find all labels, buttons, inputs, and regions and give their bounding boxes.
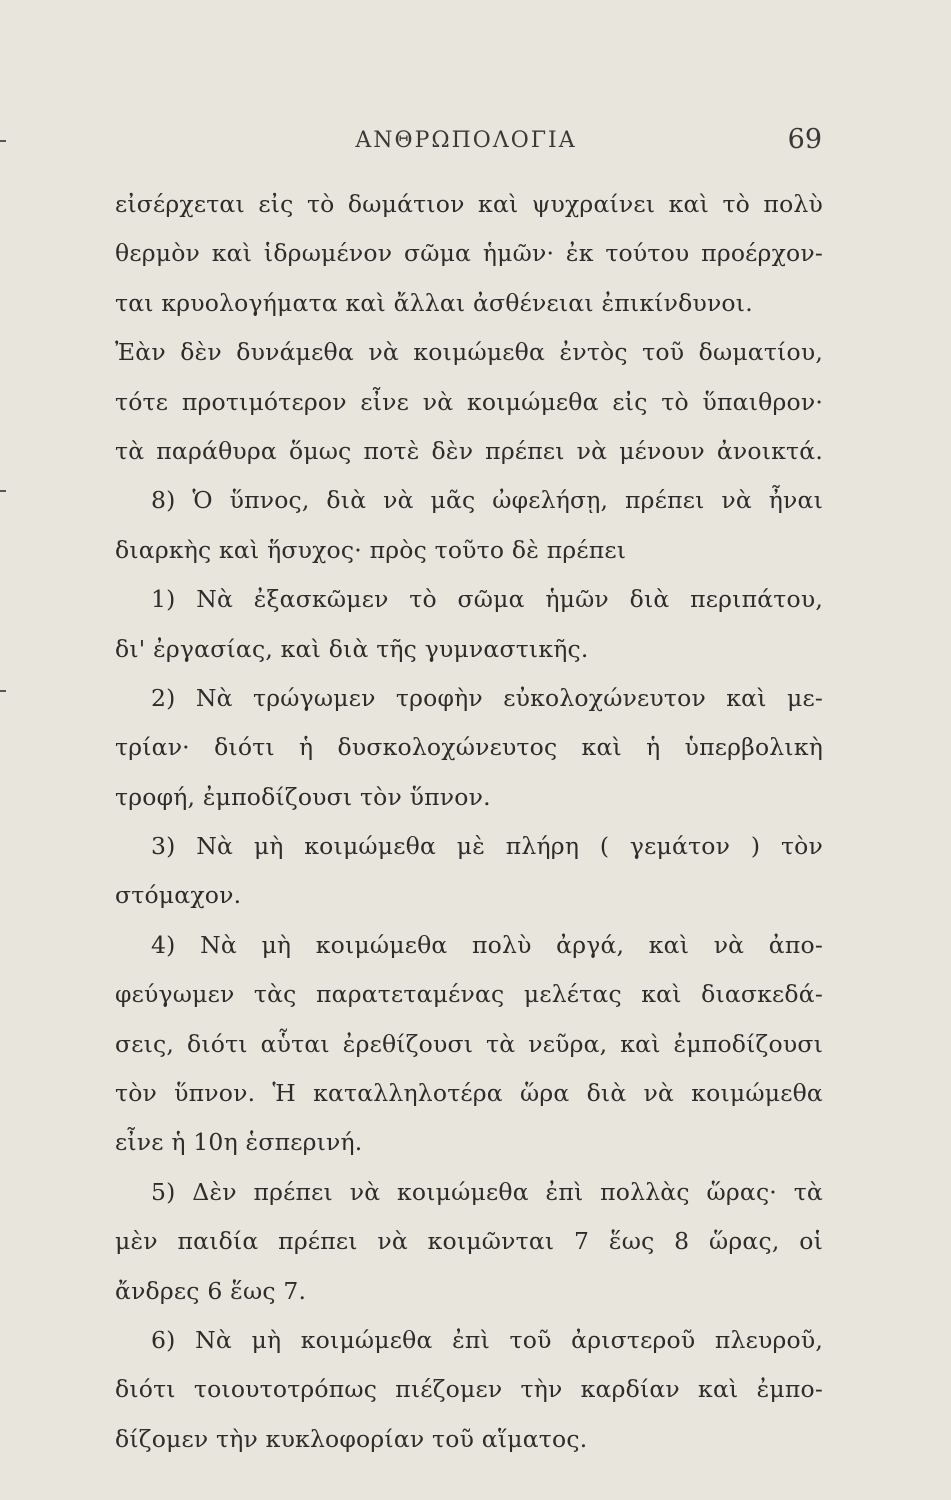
text-line: φεύγωμεν τὰς παρατεταμένας μελέτας καὶ διασκεδά-	[115, 980, 823, 1009]
text-line: μὲν παιδία πρέπει νὰ κοιμῶνται 7 ἕως 8 ὥρας, οἱ	[115, 1227, 823, 1256]
text-line: διαρκὴς καὶ ἥσυχος· πρὸς τοῦτο δὲ πρέπει	[115, 535, 627, 564]
text-line: 4) Νὰ μὴ κοιμώμεθα πολὺ ἀργά, καὶ νὰ ἀπο-	[151, 930, 823, 959]
text-line: 3) Νὰ μὴ κοιμώμεθα μὲ πλήρη ( γεμάτον ) τὸν	[151, 832, 823, 861]
text-line: στόμαχον.	[115, 881, 242, 910]
text-line: διότι τοιουτοτρόπως πιέζομεν τὴν καρδίαν καὶ ἐμπο-	[115, 1375, 823, 1404]
text-line: 2) Νὰ τρώγωμεν τροφὴν εὐκολοχώνευτον καὶ με-	[151, 683, 823, 712]
text-line: δι' ἐργασίας, καὶ διὰ τῆς γυμναστικῆς.	[115, 634, 589, 663]
text-line: τὰ παράθυρα ὅμως ποτὲ δὲν πρέπει νὰ μένουν ἀνοικτά.	[115, 436, 823, 465]
text-line: θερμὸν καὶ ἱδρωμένον σῶμα ἡμῶν· ἐκ τούτου προέρχον-	[115, 239, 823, 268]
text-line: τὸν ὕπνον. Ἡ καταλληλοτέρα ὥρα διὰ νὰ κοιμώμεθα	[115, 1079, 823, 1108]
text-line: ἄνδρες 6 ἕως 7.	[115, 1276, 307, 1305]
text-line: εἶνε ἡ 10η ἑσπερινή.	[115, 1128, 363, 1157]
text-line: Ἐὰν δὲν δυνάμεθα νὰ κοιμώμεθα ἐντὸς τοῦ δωματίου,	[115, 338, 823, 367]
text-line: σεις, διότι αὗται ἐρεθίζουσι τὰ νεῦρα, καὶ ἐμποδίζουσι	[115, 1029, 823, 1058]
text-line: 1) Νὰ ἐξασκῶμεν τὸ σῶμα ἡμῶν διὰ περιπάτου,	[151, 585, 823, 614]
margin-mark	[0, 140, 6, 142]
text-line: τροφή, ἐμποδίζουσι τὸν ὕπνον.	[115, 782, 491, 811]
body-text	[115, 180, 823, 1464]
margin-mark	[0, 490, 6, 492]
page-number: 69	[787, 124, 822, 155]
text-line: 8) Ὁ ὕπνος, διὰ νὰ μᾶς ὠφελήσῃ, πρέπει νὰ ἦναι	[151, 486, 823, 515]
text-line: ται κρυολογήματα καὶ ἄλλαι ἀσθένειαι ἐπικίνδυνοι.	[115, 288, 753, 317]
text-line: 6) Νὰ μὴ κοιμώμεθα ἐπὶ τοῦ ἀριστεροῦ πλευροῦ,	[151, 1325, 823, 1354]
text-line: δίζομεν τὴν κυκλοφορίαν τοῦ αἵματος.	[115, 1424, 588, 1453]
text-line: τρίαν· διότι ἡ δυσκολοχώνευτος καὶ ἡ ὑπερβολικὴ	[115, 733, 823, 762]
running-title: ΑΝΘΡΩΠΟΛΟΓΙΑ	[355, 128, 577, 153]
text-line: εἰσέρχεται εἰς τὸ δωμάτιον καὶ ψυχραίνει καὶ τὸ πολὺ	[115, 190, 823, 218]
text-line: τότε προτιμότερον εἶνε νὰ κοιμώμεθα εἰς τὸ ὕπαιθρον·	[115, 387, 823, 416]
text-line: 5) Δὲν πρέπει νὰ κοιμώμεθα ἐπὶ πολλὰς ὥρας· τὰ	[151, 1177, 823, 1206]
page-header	[110, 124, 822, 162]
margin-mark	[0, 690, 6, 692]
